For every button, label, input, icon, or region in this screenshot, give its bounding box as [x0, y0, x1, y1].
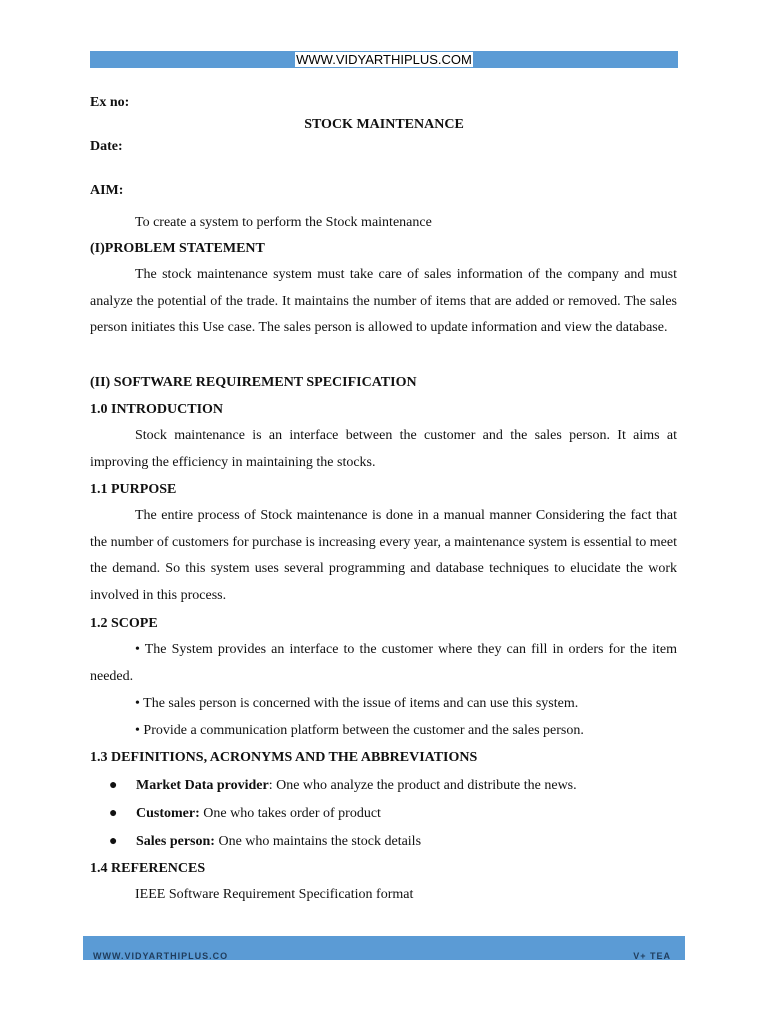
references-heading: 1.4 REFERENCES [90, 861, 206, 876]
definition-desc: One who maintains the stock details [218, 834, 422, 849]
srs-heading: (II) SOFTWARE REQUIREMENT SPECIFICATION [90, 375, 417, 390]
scope-heading: 1.2 SCOPE [90, 616, 158, 631]
definition-separator: : [268, 778, 277, 793]
footer-right-text: V+ TEA [633, 951, 671, 960]
ex-no-label: Ex no: [90, 95, 130, 110]
bullet-icon: ● [109, 778, 118, 793]
document-title: STOCK MAINTENANCE [304, 117, 464, 132]
scope-item-1: • The System provides an interface to the customer where they can fill in orders for the item needed. [90, 642, 677, 684]
bullet-icon: ● [109, 834, 118, 849]
definition-term: Customer: [136, 806, 200, 821]
footer-bar [83, 936, 685, 960]
problem-paragraph: The stock maintenance system must take care of sales information of the company and must analyze the potential of the trade. It maintains the number of items that are added or removed. The sales person initiates this Use case. The sales person is allowed to update information and view the database. [90, 267, 677, 336]
definition-term: Market Data provider [136, 778, 269, 793]
footer-left-text: WWW.VIDYARTHIPLUS.CO [93, 951, 229, 960]
scope-item-2: • The sales person is concerned with the issue of items and can use this system. [135, 696, 579, 711]
bullet-icon: ● [109, 806, 118, 821]
intro-heading: 1.0 INTRODUCTION [90, 402, 224, 417]
header-site-url: WWW.VIDYARTHIPLUS.COM [296, 52, 472, 67]
scope-item-3: • Provide a communication platform between the customer and the sales person. [135, 723, 584, 738]
definition-desc: One who takes order of product [203, 806, 381, 821]
purpose-paragraph: The entire process of Stock maintenance is done in a manual manner Considering the fact that the number of customers for purchase is increasing every year, a maintenance system is essential to meet the demand. So this system uses several programming and database techniques to elucidate the work involved in this process. [90, 508, 677, 603]
references-text: IEEE Software Requirement Specification format [135, 887, 414, 902]
definitions-heading: 1.3 DEFINITIONS, ACRONYMS AND THE ABBREVIATIONS [90, 750, 478, 765]
definition-desc: One who analyze the product and distribute the news. [276, 778, 577, 793]
aim-heading: AIM: [90, 183, 124, 198]
definition-term: Sales person: [136, 834, 215, 849]
intro-paragraph: Stock maintenance is an interface between the customer and the sales person. It aims at improving the efficiency in maintaining the stocks. [90, 428, 677, 470]
date-label: Date: [90, 139, 123, 154]
purpose-heading: 1.1 PURPOSE [90, 482, 177, 497]
aim-text: To create a system to perform the Stock maintenance [135, 215, 432, 230]
problem-heading: (I)PROBLEM STATEMENT [90, 241, 265, 256]
